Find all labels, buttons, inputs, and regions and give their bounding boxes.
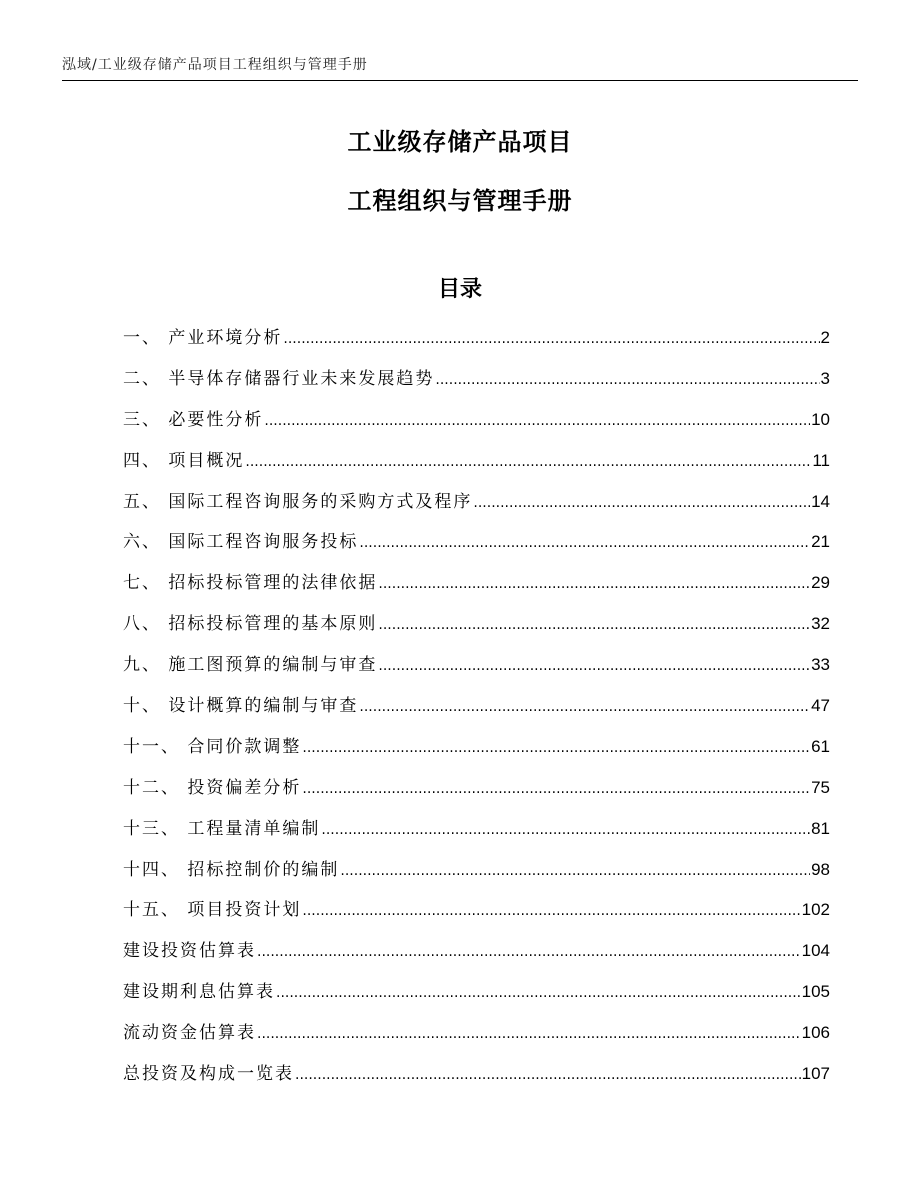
toc-entry-page: 14 <box>811 491 830 511</box>
toc-dot-leader <box>283 331 819 347</box>
header-divider <box>62 80 858 81</box>
toc-dot-leader <box>378 658 810 674</box>
toc-dot-leader <box>257 1026 801 1042</box>
document-title-line-1: 工业级存储产品项目 <box>347 128 573 156</box>
toc-entry-label: 八、 招标投标管理的基本原则 <box>123 614 378 635</box>
toc-entry-page: 61 <box>811 736 830 756</box>
toc-entry-page: 75 <box>811 777 830 797</box>
toc-entry-page: 2 <box>820 328 830 347</box>
toc-entry[interactable] <box>123 977 830 1018</box>
toc-entry[interactable] <box>123 855 830 896</box>
toc-entry[interactable] <box>123 364 830 405</box>
toc-dot-leader <box>359 535 810 551</box>
toc-dot-leader <box>302 903 800 919</box>
toc-entry[interactable] <box>123 405 830 446</box>
toc-dot-leader <box>276 985 801 1001</box>
toc-entry[interactable] <box>123 773 830 814</box>
toc-dot-leader <box>340 863 810 879</box>
toc-entry-page: 104 <box>801 941 830 961</box>
toc-entry-label: 四、 项目概况 <box>123 450 245 471</box>
toc-entry[interactable] <box>123 527 830 568</box>
toc-entry-page: 102 <box>801 900 830 920</box>
toc-dot-leader <box>378 576 810 592</box>
toc-dot-leader <box>321 822 810 838</box>
toc-entry-label: 建设期利息估算表 <box>123 982 275 1003</box>
toc-dot-leader <box>302 740 810 756</box>
toc-entry-label: 九、 施工图预算的编制与审查 <box>123 655 378 676</box>
toc-entry[interactable] <box>123 446 830 487</box>
toc-entry-page: 81 <box>811 818 830 838</box>
toc-entry-page: 33 <box>811 655 830 675</box>
toc-dot-leader <box>264 413 810 429</box>
toc-entry-page: 105 <box>801 982 830 1002</box>
toc-entry[interactable] <box>123 895 830 936</box>
toc-dot-leader <box>257 944 801 960</box>
toc-entry-label: 十一、 合同价款调整 <box>123 736 302 757</box>
toc-entry[interactable] <box>123 936 830 977</box>
toc-entry-label: 一、 产业环境分析 <box>123 328 283 348</box>
toc-entry-label: 七、 招标投标管理的法律依据 <box>123 573 378 594</box>
toc-entry[interactable] <box>123 609 830 650</box>
toc-entry[interactable] <box>123 691 830 732</box>
toc-entry-label: 二、 半导体存储器行业未来发展趋势 <box>123 368 435 389</box>
toc-dot-leader <box>359 699 810 715</box>
toc-entry-label: 十三、 工程量清单编制 <box>123 818 321 839</box>
toc-dot-leader <box>473 495 810 511</box>
toc-entry[interactable] <box>123 487 830 528</box>
toc-entry-page: 10 <box>811 409 830 429</box>
toc-entry-label: 十四、 招标控制价的编制 <box>123 859 340 880</box>
toc-entry-label: 总投资及构成一览表 <box>123 1064 294 1085</box>
toc-entry-page: 29 <box>811 573 830 593</box>
toc-entry[interactable] <box>123 814 830 855</box>
toc-dot-leader <box>295 1067 801 1083</box>
toc-entry[interactable] <box>123 323 830 364</box>
page-header: 泓域/工业级存储产品项目工程组织与管理手册 <box>62 57 368 73</box>
toc-entry-label: 五、 国际工程咨询服务的采购方式及程序 <box>123 491 473 512</box>
toc-entry-label: 六、 国际工程咨询服务投标 <box>123 532 359 553</box>
toc-entry-label: 流动资金估算表 <box>123 1023 256 1044</box>
toc-entry-label: 十、 设计概算的编制与审查 <box>123 696 359 717</box>
toc-dot-leader <box>245 454 811 470</box>
toc-entry[interactable] <box>123 568 830 609</box>
table-of-contents <box>123 323 830 1100</box>
toc-entry-page: 106 <box>801 1023 830 1043</box>
toc-entry-page: 98 <box>811 859 830 879</box>
toc-dot-leader <box>378 617 810 633</box>
document-title-line-2: 工程组织与管理手册 <box>347 187 573 215</box>
toc-entry-label: 三、 必要性分析 <box>123 409 264 430</box>
toc-entry-page: 3 <box>820 368 830 388</box>
toc-entry[interactable] <box>123 650 830 691</box>
toc-entry-label: 建设投资估算表 <box>123 941 256 962</box>
toc-entry[interactable] <box>123 1018 830 1059</box>
toc-entry[interactable] <box>123 732 830 773</box>
toc-dot-leader <box>435 372 819 388</box>
toc-entry-label: 十五、 项目投资计划 <box>123 900 302 921</box>
toc-entry-page: 21 <box>811 532 830 552</box>
toc-dot-leader <box>302 781 810 797</box>
toc-entry-page: 11 <box>812 450 830 470</box>
toc-entry[interactable] <box>123 1059 830 1100</box>
toc-heading: 目录 <box>437 277 482 302</box>
toc-entry-page: 32 <box>811 614 830 634</box>
toc-entry-label: 十二、 投资偏差分析 <box>123 777 302 798</box>
toc-entry-page: 107 <box>801 1064 830 1084</box>
toc-entry-page: 47 <box>811 696 830 716</box>
